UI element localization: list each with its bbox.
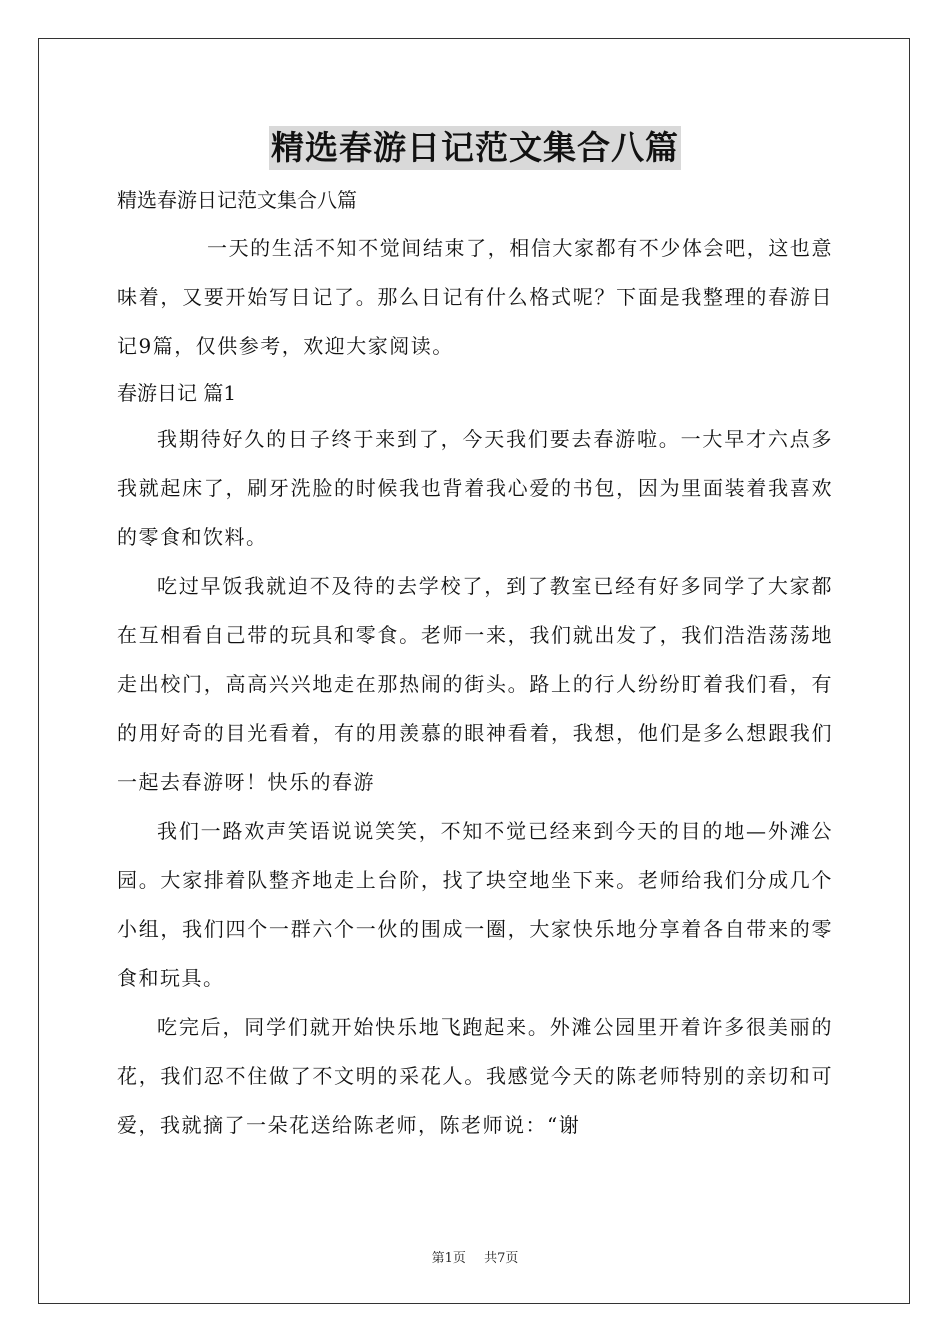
page-number-total: 共7页 [484, 1251, 519, 1266]
page-number-current: 第1页 [431, 1251, 466, 1266]
body-paragraph: 我们一路欢声笑语说说笑笑，不知不觉已经来到今天的目的地—外滩公园。大家排着队整齐地走上台阶，找了块空地坐下来。老师给我们分成几个小组，我们四个一群六个一伙的围成一圈，大家快乐地分享着各自带来的零食和玩具。 [117, 819, 833, 990]
document-subtitle: 精选春游日记范文集合八篇 [117, 188, 357, 212]
body-paragraph: 吃完后，同学们就开始快乐地飞跑起来。外滩公园里开着许多很美丽的花，我们忍不住做了不文明的采花人。我感觉今天的陈老师特别的亲切和可爱，我就摘了一朵花送给陈老师，陈老师说：“谢 [117, 1015, 833, 1137]
page-footer [0, 1247, 950, 1266]
document-body [117, 178, 833, 1150]
document-title-wrapper [0, 126, 950, 170]
body-paragraph: 我期待好久的日子终于来到了，今天我们要去春游啦。一大早才六点多我就起床了，刷牙洗脸的时候我也背着我心爱的书包，因为里面装着我喜欢的零食和饮料。 [117, 427, 833, 549]
document-title: 精选春游日记范文集合八篇 [269, 126, 681, 170]
section-heading: 春游日记 篇1 [117, 381, 237, 405]
body-paragraph: 吃过早饭我就迫不及待的去学校了，到了教室已经有好多同学了大家都在互相看自己带的玩具和零食。老师一来，我们就出发了，我们浩浩荡荡地走出校门，高高兴兴地走在那热闹的街头。路上的行人纷纷盯着我们看，有的用好奇的目光看着，有的用羡慕的眼神看着，我想，他们是多么想跟我们一起去春游呀！快乐的春游 [117, 574, 833, 794]
intro-paragraph: 一天的生活不知不觉间结束了，相信大家都有不少体会吧，这也意味着，又要开始写日记了。那么日记有什么格式呢？下面是我整理的春游日记9篇，仅供参考，欢迎大家阅读。 [117, 236, 833, 358]
